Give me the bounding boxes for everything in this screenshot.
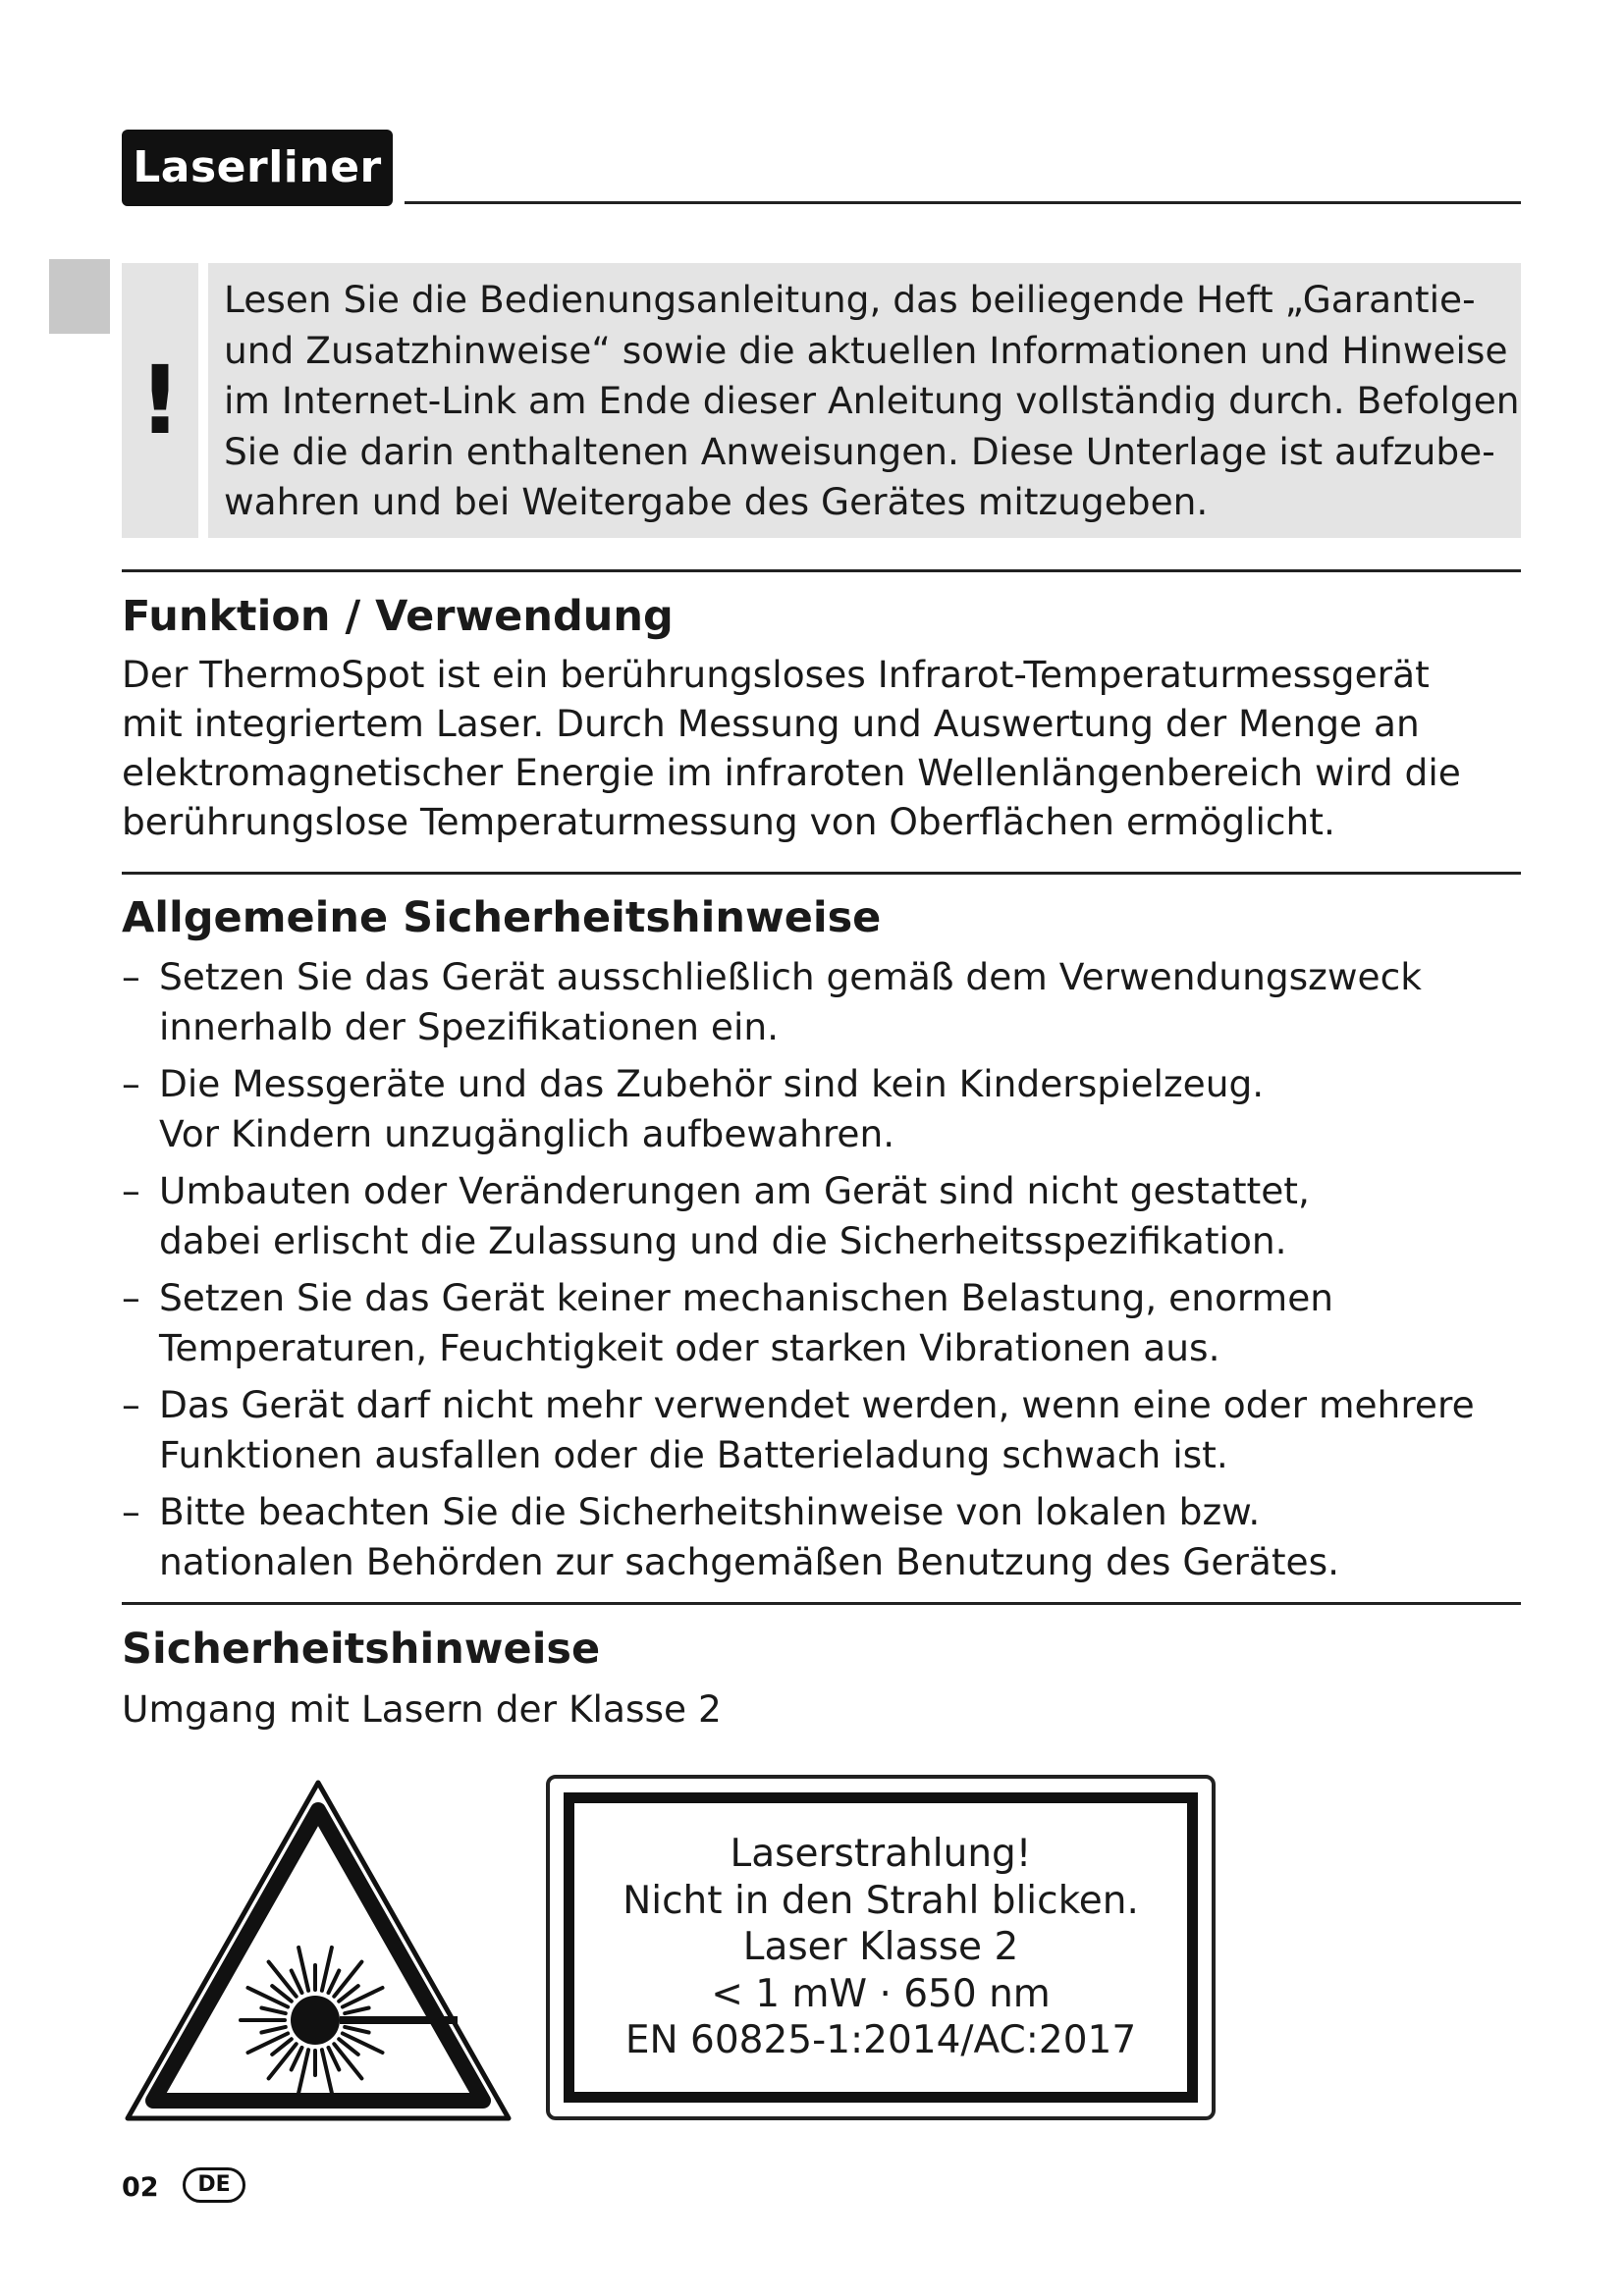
laser-warning-icon <box>122 1777 514 2125</box>
list-item <box>122 1059 1521 1159</box>
list-item-line: innerhalb der Spezifikationen ein. <box>159 1005 780 1048</box>
laser-label-inner <box>564 1792 1198 2103</box>
function-line: berührungslose Temperaturmessung von Oberflächen ermöglicht. <box>122 800 1335 843</box>
laser-ray <box>343 1988 383 2007</box>
general-safety-heading: Allgemeine Sicherheitshinweise <box>122 893 882 942</box>
laser-label-line: Nicht in den Strahl blicken. <box>623 1878 1139 1923</box>
notice-box <box>208 263 1521 538</box>
safety-heading: Sicherheitshinweise <box>122 1625 601 1674</box>
laser-ray <box>345 2027 368 2033</box>
laser-ray <box>298 2050 308 2093</box>
laser-ray <box>269 1962 297 1997</box>
section-divider <box>122 872 1521 875</box>
side-tab-marker <box>49 259 110 334</box>
list-item-line: Vor Kindern unzugänglich aufbewahren. <box>159 1112 895 1155</box>
function-line: elektromagnetischer Energie im infraroten Wellenlängenbereich wird die <box>122 751 1461 794</box>
list-item-line: Temperaturen, Feuchtigkeit oder starken Vibrationen aus. <box>159 1326 1220 1369</box>
laser-ray <box>343 2034 383 2054</box>
exclamation-icon: ! <box>138 346 182 455</box>
section-divider <box>122 569 1521 572</box>
list-item-line: dabei erlischt die Zulassung und die Sicherheitsspezifikation. <box>159 1219 1287 1262</box>
function-paragraph <box>122 650 1461 846</box>
dash-bullet: – <box>122 1383 140 1426</box>
laser-label-line: < 1 mW · 650 nm <box>711 1971 1051 2016</box>
laser-ray <box>322 2050 332 2093</box>
notice-line: im Internet-Link am Ende dieser Anleitung vollständig durch. Befolgen <box>224 379 1520 422</box>
dash-bullet: – <box>122 1490 140 1533</box>
list-item <box>122 1166 1521 1266</box>
list-item-line: Setzen Sie das Gerät ausschließlich gemäß dem Verwendungszweck <box>159 955 1422 998</box>
list-item-line: Umbauten oder Veränderungen am Gerät sind nicht gestattet, <box>159 1169 1310 1212</box>
list-item <box>122 952 1521 1052</box>
page-number: 02 <box>122 2172 159 2203</box>
notice-line: Sie die darin enthaltenen Anweisungen. Diese Unterlage ist aufzube- <box>224 429 1495 473</box>
safety-subtitle <box>122 1684 722 1734</box>
dash-bullet: – <box>122 1062 140 1105</box>
language-badge: DE <box>183 2167 245 2203</box>
list-item <box>122 1380 1521 1480</box>
list-item <box>122 1273 1521 1373</box>
function-line: mit integriertem Laser. Durch Messung und Auswertung der Menge an <box>122 702 1420 745</box>
list-item-line: Bitte beachten Sie die Sicherheitshinweise von lokalen bzw. <box>159 1490 1261 1533</box>
brand-logo: Laserliner <box>122 130 393 206</box>
notice-line: wahren und bei Weitergabe des Gerätes mitzugeben. <box>224 480 1209 523</box>
function-heading: Funktion / Verwendung <box>122 592 674 641</box>
function-line: Der ThermoSpot ist ein berührungsloses Infrarot-Temperaturmessgerät <box>122 653 1430 696</box>
laser-ray <box>322 1948 332 1991</box>
dash-bullet: – <box>122 955 140 998</box>
list-item-line: nationalen Behörden zur sachgemäßen Benutzung des Gerätes. <box>159 1540 1340 1583</box>
laser-ray <box>298 1948 308 1991</box>
list-item-line: Funktionen ausfallen oder die Batterieladung schwach ist. <box>159 1433 1228 1476</box>
list-item-line: Die Messgeräte und das Zubehör sind kein Kinderspielzeug. <box>159 1062 1265 1105</box>
safety-subtitle-text: Umgang mit Lasern der Klasse 2 <box>122 1687 722 1731</box>
notice-line: Lesen Sie die Bedienungsanleitung, das beiliegende Heft „Garantie- <box>224 278 1476 321</box>
laser-label-line: Laser Klasse 2 <box>742 1925 1019 1970</box>
notice-icon-panel <box>122 263 198 538</box>
notice-text <box>224 275 1520 528</box>
laser-ray <box>248 1988 289 2007</box>
notice-line: und Zusatzhinweise“ sowie die aktuellen Informationen und Hinweise <box>224 328 1508 372</box>
dash-bullet: – <box>122 1276 140 1319</box>
section-divider <box>122 1602 1521 1605</box>
laser-label-line: Laserstrahlung! <box>730 1832 1032 1877</box>
laser-ray <box>248 2034 289 2054</box>
list-item-line: Das Gerät darf nicht mehr verwendet werden, wenn eine oder mehrere <box>159 1383 1475 1426</box>
list-item <box>122 1487 1521 1587</box>
laser-ray <box>261 2008 285 2014</box>
laser-ray <box>345 2008 368 2014</box>
laser-ray <box>334 1962 361 1997</box>
list-item-line: Setzen Sie das Gerät keiner mechanischen Belastung, enormen <box>159 1276 1334 1319</box>
laser-label <box>546 1775 1216 2120</box>
laser-ray <box>269 2044 297 2078</box>
general-safety-list <box>122 952 1521 1594</box>
laser-ray <box>261 2027 285 2033</box>
laser-ray <box>334 2044 361 2078</box>
dash-bullet: – <box>122 1169 140 1212</box>
laser-label-line: EN 60825-1:2014/AC:2017 <box>624 2018 1137 2063</box>
header-rule <box>405 201 1521 204</box>
